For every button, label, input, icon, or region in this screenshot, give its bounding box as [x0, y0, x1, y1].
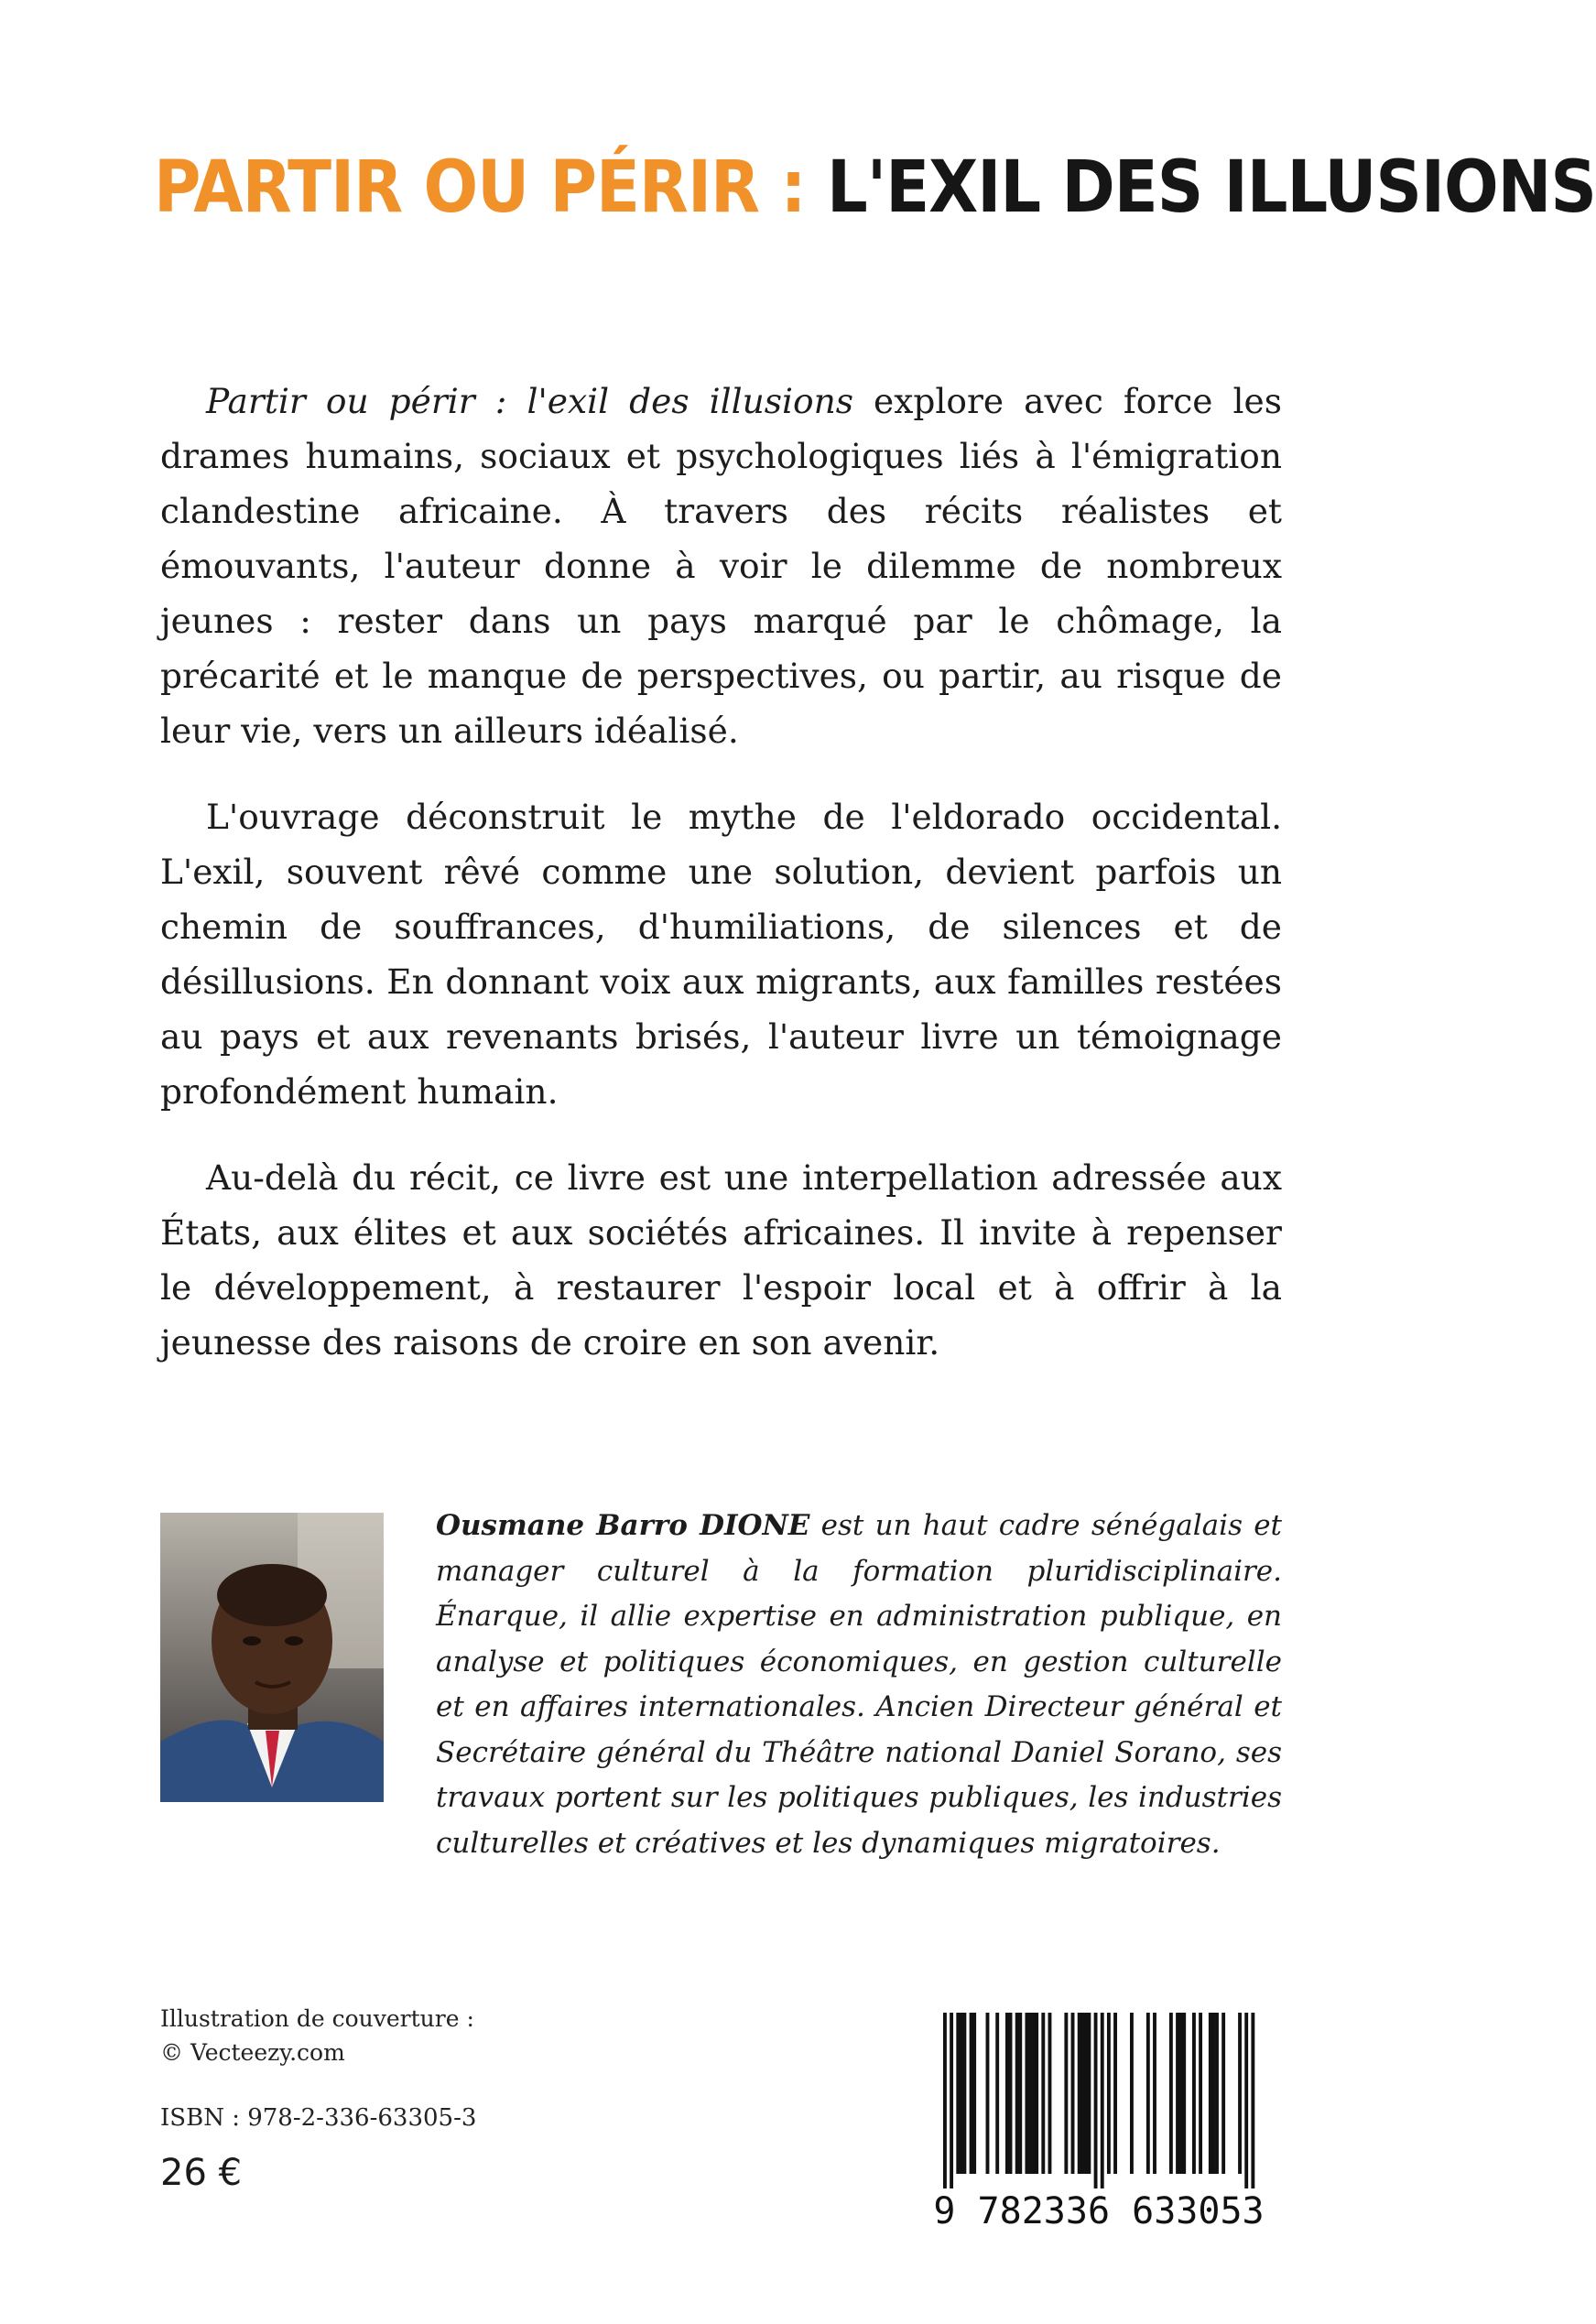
- barcode-bar: [1169, 2013, 1173, 2174]
- barcode-bar: [970, 2013, 973, 2174]
- barcode-bar: [1221, 2013, 1225, 2174]
- barcode-bar: [1101, 2013, 1104, 2188]
- barcode-bar: [1215, 2013, 1219, 2174]
- barcode-bar: [1028, 2013, 1032, 2174]
- barcode-bar: [1015, 2013, 1019, 2174]
- isbn-barcode: [916, 2005, 1282, 2234]
- barcode-bar: [1041, 2013, 1045, 2174]
- price-label: 26 €: [160, 2152, 243, 2194]
- barcode-bar: [962, 2013, 966, 2174]
- barcode-bar: [1107, 2013, 1111, 2174]
- barcode-bar: [1146, 2013, 1150, 2174]
- isbn-number: ISBN : 978-2-336-63305-3: [160, 2104, 477, 2132]
- barcode-bar: [1179, 2013, 1183, 2174]
- barcode-bar: [1009, 2013, 1013, 2174]
- barcode-bar: [1113, 2013, 1117, 2174]
- barcode-bar: [1238, 2013, 1242, 2174]
- barcode-bar: [1025, 2013, 1028, 2174]
- barcode-bar: [1182, 2013, 1186, 2174]
- barcode-bar: [1251, 2013, 1254, 2188]
- barcode-bar: [1084, 2013, 1088, 2174]
- barcode-bar: [950, 2013, 953, 2188]
- title-part-1: PARTIR OU PÉRIR :: [154, 147, 827, 229]
- book-title: [154, 137, 1596, 238]
- back-cover-blurb: [160, 374, 1282, 1401]
- barcode-bar: [1078, 2013, 1081, 2174]
- barcode-bar: [1080, 2013, 1084, 2174]
- barcode-bar: [1244, 2013, 1248, 2188]
- barcode-bar: [1087, 2013, 1091, 2174]
- title-part-2: L'EXIL DES ILLUSIONS: [827, 147, 1596, 229]
- barcode-bar: [986, 2013, 990, 2174]
- barcode-bar: [956, 2013, 960, 2174]
- author-portrait-image: [160, 1513, 384, 1802]
- blurb-paragraph-3: Au-delà du récit, ce livre est une interpellation adressée aux États, aux élites et aux sociétés africaines. Il invite à repenser le développement, à restaurer l'espoir local et à offrir à la jeunesse des raisons de croire en son avenir.: [160, 1157, 1282, 1363]
- barcode-bar: [1071, 2013, 1075, 2174]
- barcode-bar: [943, 2013, 947, 2188]
- barcode-bar: [1048, 2013, 1052, 2174]
- barcode-bar: [1176, 2013, 1179, 2174]
- blurb-book-title: Partir ou périr : l'exil des illusions: [206, 381, 853, 421]
- cover-illustration-credit: Illustration de couverture : © Vecteezy.com: [160, 2005, 474, 2066]
- barcode-bar: [1211, 2013, 1215, 2174]
- barcode-bar: [1209, 2013, 1212, 2174]
- barcode-bar: [1199, 2013, 1202, 2174]
- author-photo: [160, 1513, 384, 1802]
- barcode-bar: [995, 2013, 999, 2174]
- barcode-bar: [1005, 2013, 1009, 2174]
- barcode-digits: 9 782336 633053: [933, 2190, 1265, 2232]
- barcode-bar: [972, 2013, 976, 2174]
- blurb-paragraph-1: [160, 374, 1282, 758]
- barcode-bar: [960, 2013, 963, 2174]
- author-biography: [436, 1504, 1282, 1866]
- barcode-bar: [1192, 2013, 1196, 2174]
- barcode-bar: [1018, 2013, 1022, 2174]
- author-name: Ousmane Barro DIONE: [436, 1509, 810, 1542]
- blurb-paragraph-1-text: explore avec force les drames humains, sociaux et psychologiques liés à l'émigration clandestine africaine. À travers des récits réalistes et émouvants, l'auteur donne à voir le dilemme de nombreux jeunes : rester dans un pays marqué par le chômage, la précarité et le manque de perspectives, ou partir, au risque de leur vie, vers un ailleurs idéalisé.: [160, 381, 1282, 751]
- barcode-bar: [1035, 2013, 1038, 2174]
- barcode-bar: [1032, 2013, 1036, 2174]
- barcode-bar: [1064, 2013, 1068, 2174]
- barcode-bar: [1153, 2013, 1156, 2174]
- author-bio-text: est un haut cadre sénégalais et manager culturel à la formation pluridisciplinaire. Énarque, il allie expertise en administration publique, en analyse et politiques économiques, en gestion culturelle et en affaires internationales. Ancien Directeur général et Secrétaire général du Théâtre national Daniel Sorano, ses travaux portent sur les politiques publiques, les industries culturelles et créatives et les dynamiques migratoires.: [436, 1509, 1282, 1860]
- blurb-paragraph-2: L'ouvrage déconstruit le mythe de l'eldorado occidental. L'exil, souvent rêvé comme une solution, devient parfois un chemin de souffrances, d'humiliations, de silences et de désillusions. En donnant voix aux migrants, aux familles restées au pays et aux revenants brisés, l'auteur livre un témoignage profondément humain.: [160, 797, 1282, 1112]
- barcode-bar: [1130, 2013, 1134, 2174]
- barcode-bar: [1094, 2013, 1098, 2188]
